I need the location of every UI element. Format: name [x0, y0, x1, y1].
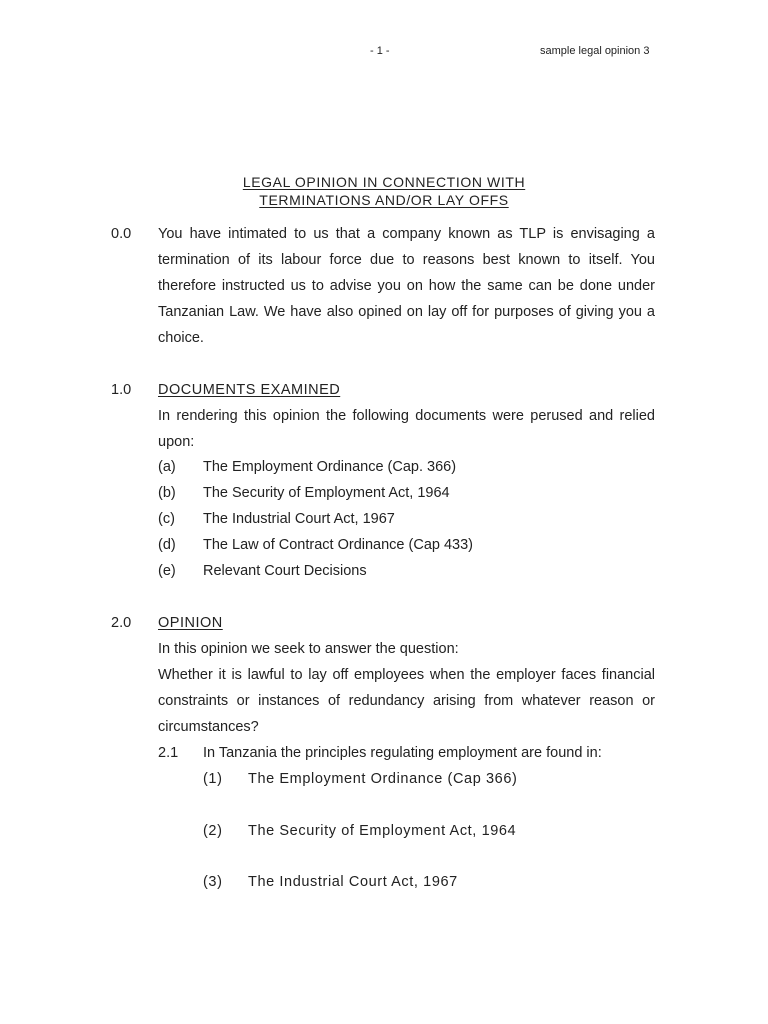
doc-item-label: (b) — [158, 485, 176, 501]
title-line-1: LEGAL OPINION IN CONNECTION WITH — [242, 174, 526, 190]
title-line-2: TERMINATIONS AND/OR LAY OFFS — [259, 192, 509, 208]
section-2-intro: In this opinion we seek to answer the question: — [158, 641, 459, 657]
doc-item-text: The Employment Ordinance (Cap. 366) — [203, 459, 457, 475]
doc-item-text: The Industrial Court Act, 1967 — [203, 511, 395, 527]
section-1-intro: In rendering this opinion the following documents were perused and relied upon: — [158, 408, 655, 450]
section-0-paragraph: You have intimated to us that a company known as TLP is envisaging a termination of its labour force due to reasons best known to itself. You therefore instructed us to advise you on how the same can be done under Tanzanian Law. We have also opined on lay off for purposes of giving you a choice. — [158, 226, 655, 346]
law-item-text: The Employment Ordinance (Cap 366) — [248, 771, 518, 787]
section-2-question: Whether it is lawful to lay off employees when the employer faces financial constraints or instances of redundancy arising from whatever reason or circumstances? — [158, 667, 655, 735]
section-2-number: 2.0 — [111, 615, 132, 631]
doc-item-label: (d) — [158, 537, 176, 553]
doc-item-label: (e) — [158, 563, 176, 579]
doc-item-text: The Security of Employment Act, 1964 — [203, 485, 450, 501]
law-item-label: (1) — [203, 771, 223, 787]
section-1-number: 1.0 — [111, 382, 132, 398]
section-1-heading: DOCUMENTS EXAMINED — [158, 382, 341, 398]
doc-item-text: Relevant Court Decisions — [203, 563, 367, 579]
doc-item-text: The Law of Contract Ordinance (Cap 433) — [203, 537, 473, 553]
page-number: - 1 - — [370, 45, 390, 57]
doc-item-label: (c) — [158, 511, 175, 527]
document-label: sample legal opinion 3 — [540, 45, 650, 57]
law-item-label: (2) — [203, 823, 223, 839]
law-item-label: (3) — [203, 874, 223, 890]
law-item-text: The Industrial Court Act, 1967 — [248, 874, 458, 890]
doc-item-label: (a) — [158, 459, 176, 475]
subsection-2-1-text: In Tanzania the principles regulating employment are found in: — [203, 745, 602, 761]
section-2-heading: OPINION — [158, 615, 223, 631]
law-item-text: The Security of Employment Act, 1964 — [248, 823, 517, 839]
section-0-number: 0.0 — [111, 226, 132, 242]
subsection-2-1-number: 2.1 — [158, 745, 179, 761]
